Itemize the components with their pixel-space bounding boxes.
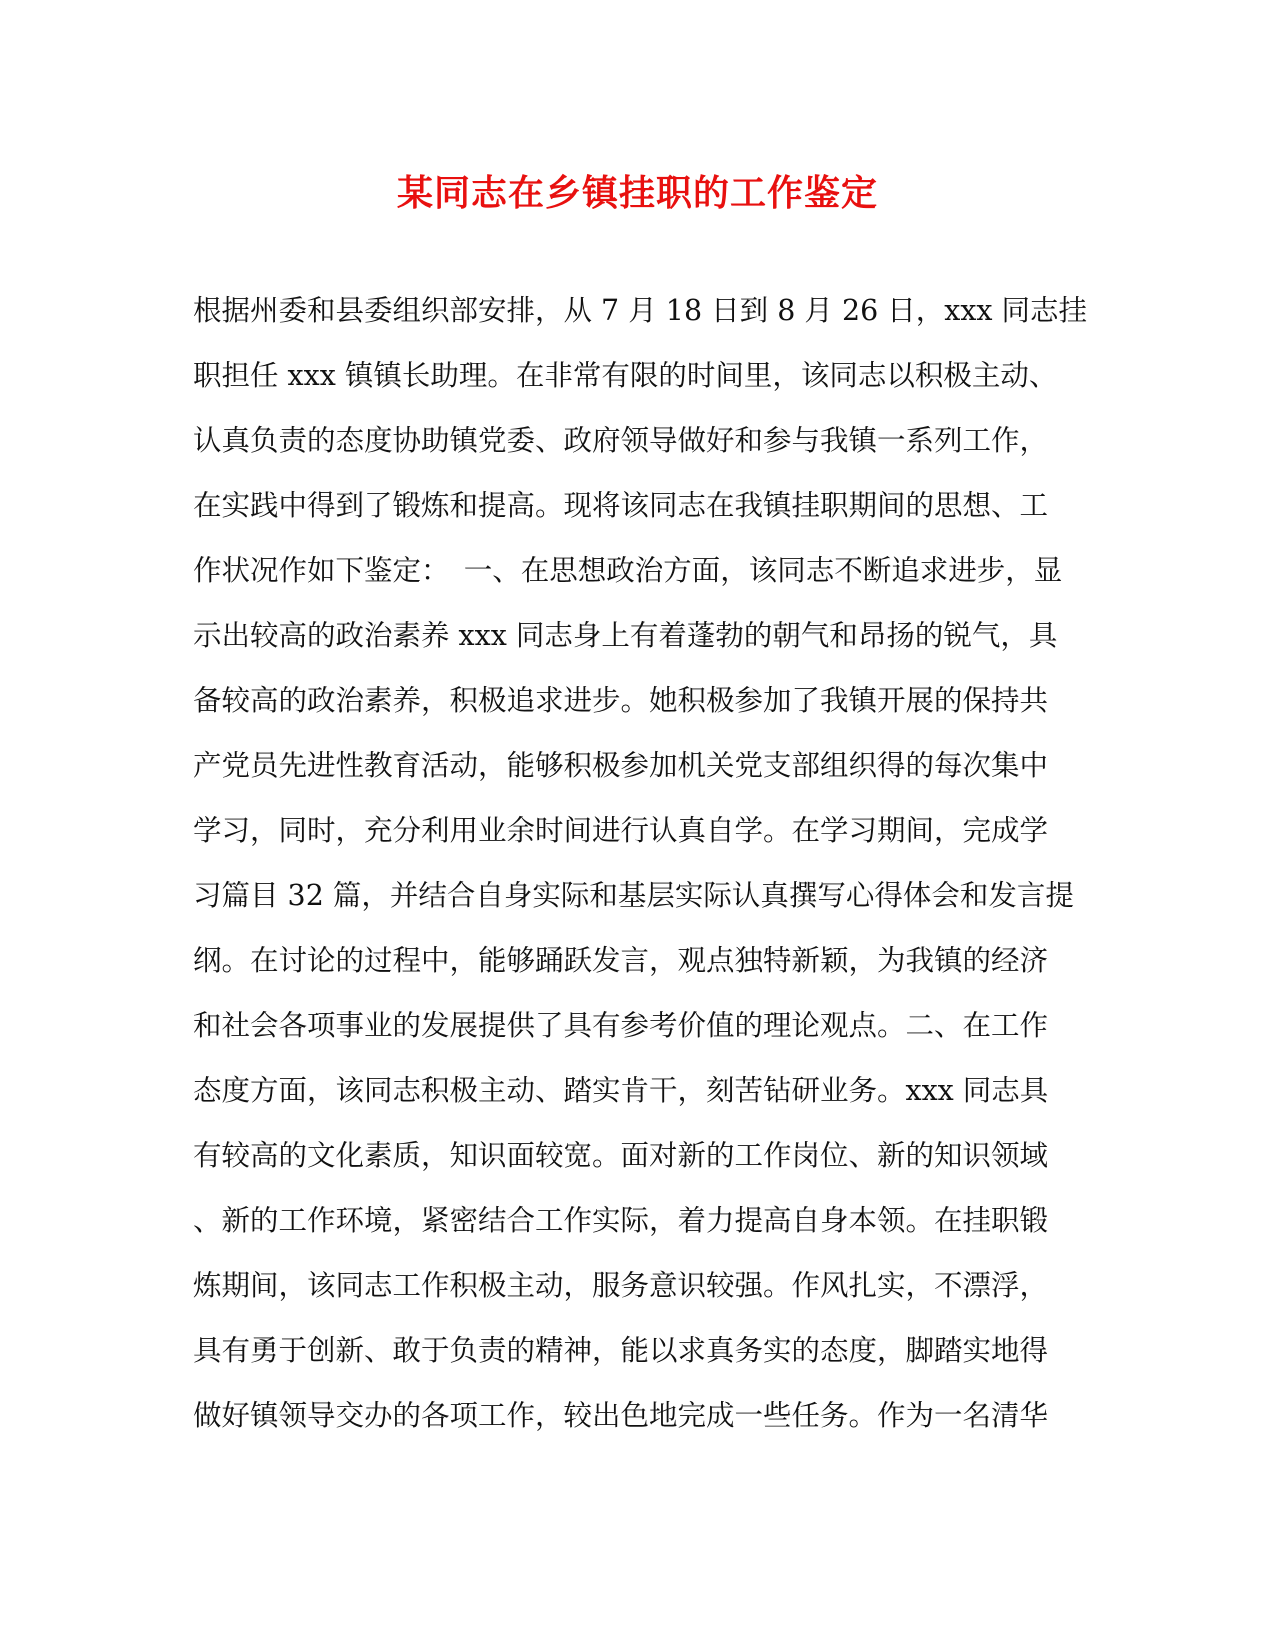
body-line: 炼期间，该同志工作积极主动，服务意识较强。作风扎实，不漂浮， bbox=[193, 1269, 1049, 1302]
body-line: 在实践中得到了锻炼和提高。现将该同志在我镇挂职期间的思想、工 bbox=[193, 489, 1049, 522]
body-line: 产党员先进性教育活动，能够积极参加机关党支部组织得的每次集中 bbox=[193, 749, 1049, 782]
body-line: 作状况作如下鉴定： 一、在思想政治方面，该同志不断追求进步，显 bbox=[193, 554, 1063, 587]
body-line: 学习，同时，充分利用业余时间进行认真自学。在学习期间，完成学 bbox=[193, 814, 1049, 847]
body-line: 习篇目 32 篇，并结合自身实际和基层实际认真撰写心得体会和发言提 bbox=[193, 879, 1074, 912]
body-line: 和社会各项事业的发展提供了具有参考价值的理论观点。二、在工作 bbox=[193, 1009, 1049, 1042]
body-line: 备较高的政治素养，积极追求进步。她积极参加了我镇开展的保持共 bbox=[193, 684, 1049, 717]
body-line: 职担任 xxx 镇镇长助理。在非常有限的时间里，该同志以积极主动、 bbox=[193, 359, 1058, 392]
body-line: 、新的工作环境，紧密结合工作实际，着力提高自身本领。在挂职锻 bbox=[193, 1204, 1049, 1237]
body-line: 示出较高的政治素养 xxx 同志身上有着蓬勃的朝气和昂扬的锐气，具 bbox=[193, 619, 1058, 652]
body-line: 根据州委和县委组织部安排，从 7 月 18 日到 8 月 26 日，xxx 同志挂 bbox=[193, 294, 1088, 327]
body-line: 做好镇领导交办的各项工作，较出色地完成一些任务。作为一名清华 bbox=[193, 1399, 1049, 1432]
body-line: 具有勇于创新、敢于负责的精神，能以求真务实的态度，脚踏实地得 bbox=[193, 1334, 1049, 1367]
body-line: 纲。在讨论的过程中，能够踊跃发言，观点独特新颖，为我镇的经济 bbox=[193, 944, 1049, 977]
body-line: 有较高的文化素质，知识面较宽。面对新的工作岗位、新的知识领域 bbox=[193, 1139, 1049, 1172]
body-line: 态度方面，该同志积极主动、踏实肯干，刻苦钻研业务。xxx 同志具 bbox=[193, 1074, 1049, 1107]
body-line: 认真负责的态度协助镇党委、政府领导做好和参与我镇一系列工作， bbox=[193, 424, 1049, 457]
document-body bbox=[193, 278, 1093, 1448]
document-title: 某同志在乡镇挂职的工作鉴定 bbox=[396, 172, 878, 214]
